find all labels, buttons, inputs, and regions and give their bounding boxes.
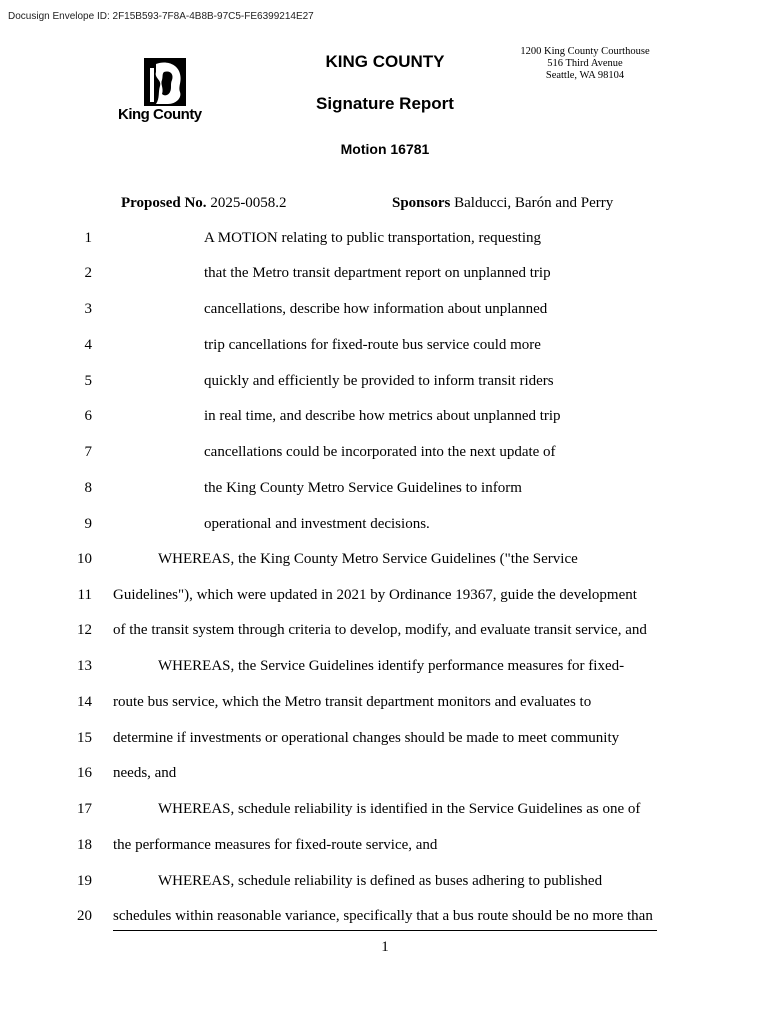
line-text: needs, and [113,765,177,781]
line-number: 2 [84,265,92,281]
line-number: 5 [84,373,92,389]
line-text: schedules within reasonable variance, specifically that a bus route should be no more than [113,908,653,924]
proposed-value: 2025-0058.2 [210,195,287,211]
sponsors-label: Sponsors [392,195,451,211]
sponsors-value: Balducci, Barón and Perry [454,195,614,211]
line-text: A MOTION relating to public transportation, requesting [204,230,542,246]
line-number: 8 [84,480,92,496]
line-number: 10 [77,551,92,567]
line-number: 16 [77,765,92,781]
line-number: 17 [77,801,92,817]
report-title: Signature Report [316,94,454,113]
line-number: 15 [77,730,92,746]
line-text: cancellations could be incorporated into the next update of [204,444,556,460]
line-number: 13 [77,658,92,674]
line-text: that the Metro transit department report on unplanned trip [204,265,551,281]
address-line: 516 Third Avenue [547,58,623,69]
line-text: of the transit system through criteria to develop, modify, and evaluate transit service, and [113,622,647,638]
motion-number: Motion 16781 [340,141,430,157]
line-text: trip cancellations for fixed-route bus service could more [204,337,541,353]
line-text: the performance measures for fixed-route service, and [113,837,438,853]
org-title: KING COUNTY [325,52,445,71]
line-text: route bus service, which the Metro transit department monitors and evaluates to [113,694,592,710]
line-text: the King County Metro Service Guidelines to inform [204,480,522,496]
line-number: 1 [84,230,92,246]
line-text: cancellations, describe how information about unplanned [204,301,548,317]
line-text: in real time, and describe how metrics about unplanned trip [204,408,561,424]
line-text: WHEREAS, the King County Metro Service Guidelines ("the Service [158,551,578,567]
footer-rule [113,930,657,931]
address-line: Seattle, WA 98104 [545,70,625,81]
logo-wordmark: King County [118,106,202,123]
address-line: 1200 King County Courthouse [520,46,650,57]
line-number: 12 [77,622,92,638]
line-number: 11 [77,587,92,603]
line-number: 3 [84,301,92,317]
line-text: quickly and efficiently be provided to inform transit riders [204,373,554,389]
line-number: 9 [84,516,92,532]
line-text: WHEREAS, schedule reliability is defined as buses adhering to published [158,873,603,889]
sponsors [392,195,613,212]
line-text: determine if investments or operational changes should be made to meet community [113,730,620,746]
page-number: 1 [381,939,389,955]
line-text: operational and investment decisions. [204,516,430,532]
line-number: 14 [77,694,92,710]
line-number: 20 [77,908,92,924]
line-number: 19 [77,873,92,889]
line-number: 18 [77,837,92,853]
envelope-id: Docusign Envelope ID: 2F15B593-7F8A-4B8B-97C5-FE6399214E27 [8,11,314,22]
proposed-number [121,195,287,212]
proposed-label: Proposed No. [121,195,207,211]
address-block [500,46,670,82]
line-number: 6 [84,408,92,424]
line-text: WHEREAS, schedule reliability is identified in the Service Guidelines as one of [158,801,641,817]
line-number: 7 [84,444,92,460]
line-number: 4 [84,337,92,353]
line-text: WHEREAS, the Service Guidelines identify performance measures for fixed- [158,658,625,674]
line-text: Guidelines"), which were updated in 2021 by Ordinance 19367, guide the development [113,587,637,603]
